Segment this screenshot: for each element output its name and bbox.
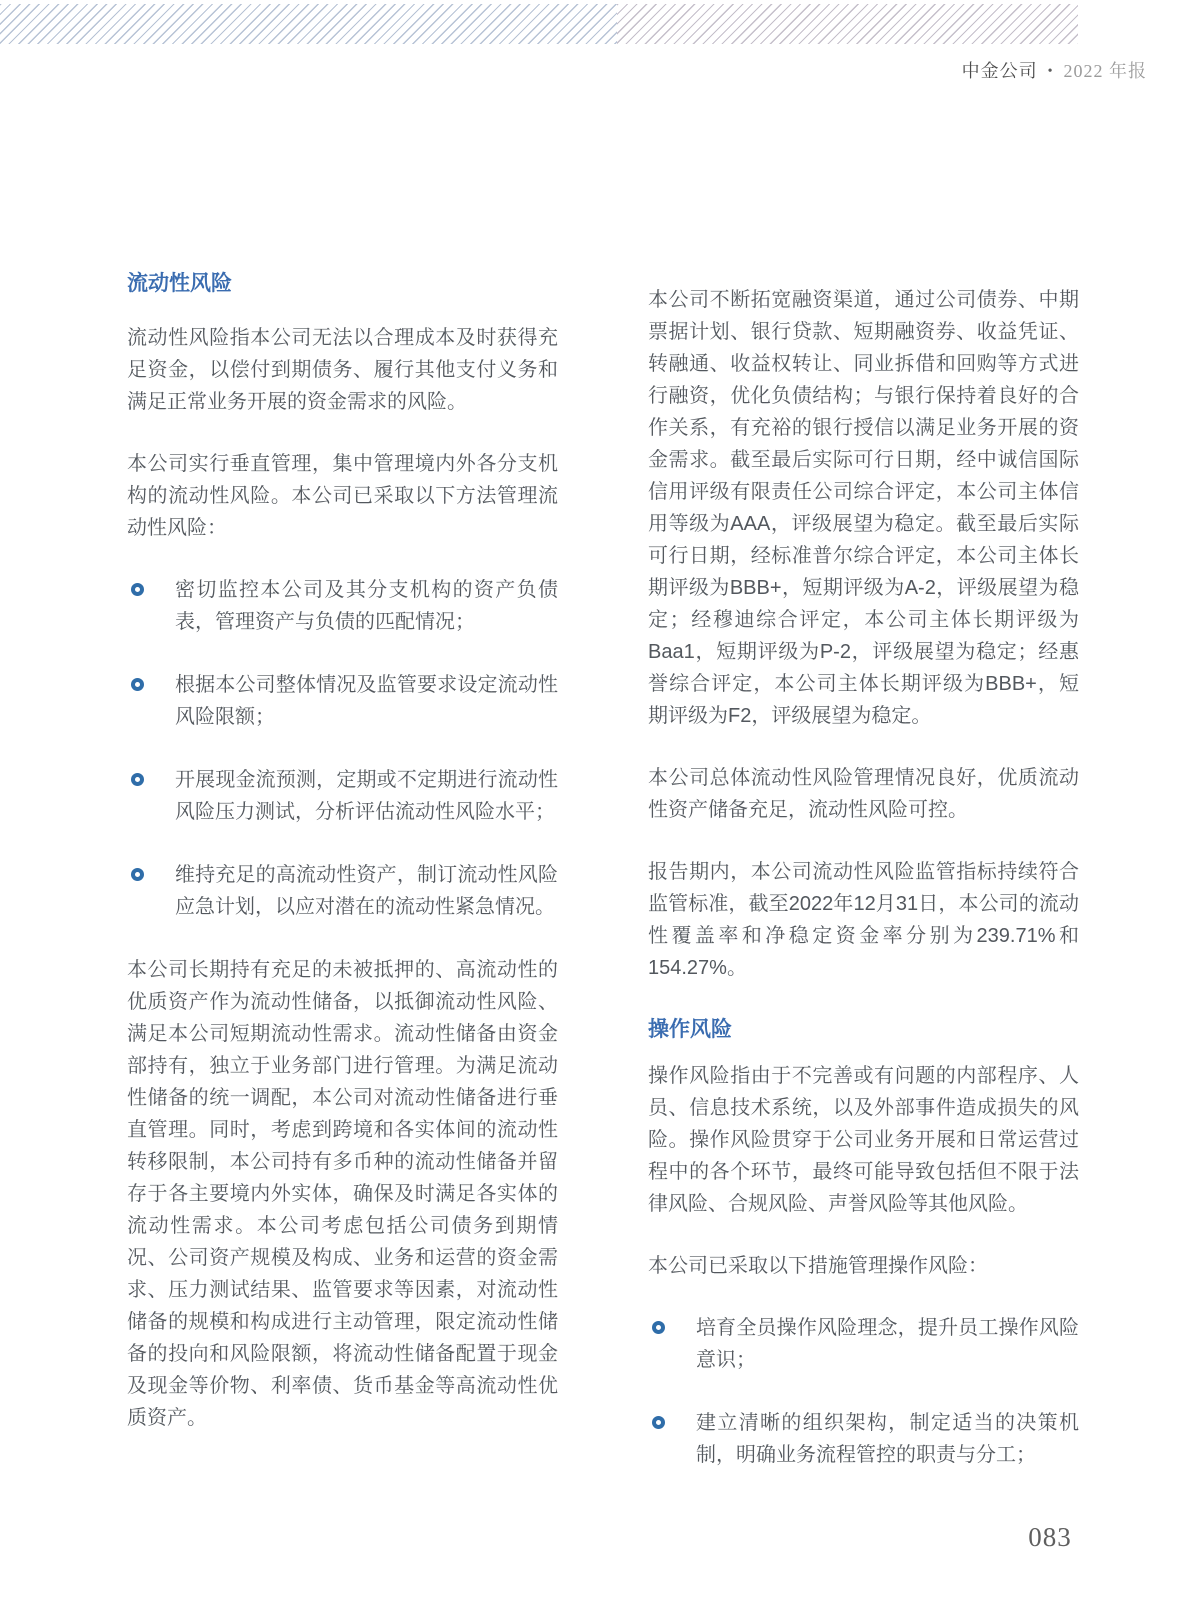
hatch-pattern-left xyxy=(0,4,617,44)
running-header xyxy=(962,57,1147,83)
paragraph-operational-measures-intro: 本公司已采取以下措施管理操作风险： xyxy=(648,1255,988,1277)
list-item-text: 密切监控本公司及其分支机构的资产负债表，管理资产与负债的匹配情况； xyxy=(175,579,558,633)
paragraph-liquidity-definition: 流动性风险指本公司无法以合理成本及时获得充足资金，以偿付到期债务、履行其他支付义务和满足正常业务开展的资金需求的风险。 xyxy=(127,327,558,413)
paragraph-financing-channels-ratings: 本公司不断拓宽融资渠道，通过公司债券、中期票据计划、银行贷款、短期融资券、收益凭证、转融通、收益权转让、同业拆借和回购等方式进行融资，优化负债结构；与银行保持着良好的合作关系，有充裕的银行授信以满足业务开展的资金需求。截至最后实际可行日期，经中诚信国际信用评级有限责任公司综合评定，本公司主体信用等级为AAA，评级展望为稳定。截至最后实际可行日期，经标准普尔综合评定，本公司主体长期评级为BBB+，短期评级为A-2，评级展望为稳定；经穆迪综合评定，本公司主体长期评级为Baa1，短期评级为P-2，评级展望为稳定；经惠誉综合评定，本公司主体长期评级为BBB+，短期评级为F2，评级展望为稳定。 xyxy=(648,289,1079,727)
bullet-ring-icon xyxy=(131,583,144,596)
header-separator-dot: • xyxy=(1047,64,1054,79)
bullet-ring-icon xyxy=(131,868,144,881)
brand-name: 中金公司 xyxy=(961,61,1038,81)
bullet-ring-icon xyxy=(131,773,144,786)
bullet-ring-icon xyxy=(652,1321,665,1334)
list-item xyxy=(127,764,558,828)
paragraph-regulatory-indicators: 报告期内，本公司流动性风险监管指标持续符合监管标准，截至2022年12月31日，本公司的流动性覆盖率和净稳定资金率分别为239.71%和154.27%。 xyxy=(648,861,1079,979)
bullet-ring-icon xyxy=(652,1416,665,1429)
list-item xyxy=(648,1312,1079,1376)
paragraph-liquidity-management-intro: 本公司实行垂直管理，集中管理境内外各分支机构的流动性风险。本公司已采取以下方法管理流动性风险： xyxy=(127,453,558,539)
list-item xyxy=(127,669,558,733)
operational-measures-list xyxy=(648,1312,1079,1471)
bullet-ring-icon xyxy=(131,678,144,691)
section-heading-operational-risk: 操作风险 xyxy=(648,1018,732,1041)
report-edition: 2022 年报 xyxy=(1063,61,1147,81)
left-column xyxy=(127,268,558,1434)
list-item-text: 建立清晰的组织架构，制定适当的决策机制，明确业务流程管控的职责与分工； xyxy=(696,1412,1079,1466)
hatch-pattern-right xyxy=(617,4,1078,44)
list-item xyxy=(648,1407,1079,1471)
page-number: 083 xyxy=(1028,1522,1072,1552)
list-item-text: 培育全员操作风险理念，提升员工操作风险意识； xyxy=(696,1317,1079,1371)
list-item xyxy=(127,859,558,923)
paragraph-liquidity-overall-status: 本公司总体流动性风险管理情况良好，优质流动性资产储备充足，流动性风险可控。 xyxy=(648,767,1079,821)
list-item xyxy=(127,574,558,638)
paragraph-liquidity-reserves: 本公司长期持有充足的未被抵押的、高流动性的优质资产作为流动性储备，以抵御流动性风险、满足本公司短期流动性需求。流动性储备由资金部持有，独立于业务部门进行管理。为满足流动性储备的统一调配，本公司对流动性储备进行垂直管理。同时，考虑到跨境和各实体间的流动性转移限制，本公司持有多币种的流动性储备并留存于各主要境内外实体，确保及时满足各实体的流动性需求。本公司考虑包括公司债务到期情况、公司资产规模及构成、业务和运营的资金需求、压力测试结果、监管要求等因素，对流动性储备的规模和构成进行主动管理，限定流动性储备的投向和风险限额，将流动性储备配置于现金及现金等价物、利率债、货币基金等高流动性优质资产。 xyxy=(127,959,558,1429)
list-item-text: 根据本公司整体情况及监管要求设定流动性风险限额； xyxy=(175,674,558,728)
liquidity-measures-list xyxy=(127,574,558,923)
paragraph-operational-risk-definition: 操作风险指由于不完善或有问题的内部程序、人员、信息技术系统，以及外部事件造成损失的风险。操作风险贯穿于公司业务开展和日常运营过程中的各个环节，最终可能导致包括但不限于法律风险、合规风险、声誉风险等其他风险。 xyxy=(648,1065,1079,1215)
section-heading-liquidity-risk: 流动性风险 xyxy=(127,272,232,295)
list-item-text: 开展现金流预测，定期或不定期进行流动性风险压力测试，分析评估流动性风险水平； xyxy=(175,769,558,823)
list-item-text: 维持充足的高流动性资产，制订流动性风险应急计划，以应对潜在的流动性紧急情况。 xyxy=(175,864,558,918)
right-column xyxy=(648,268,1079,1502)
header-hatch-band xyxy=(0,4,1078,44)
